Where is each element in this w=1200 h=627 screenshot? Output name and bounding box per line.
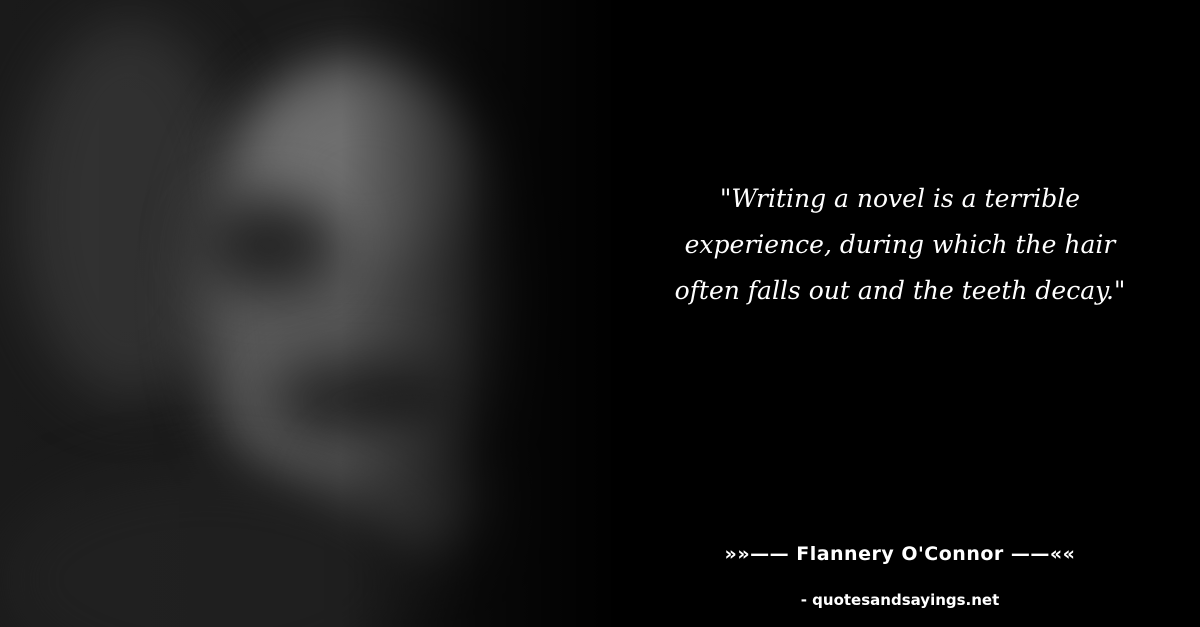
quote-text: "Writing a novel is a terrible experience, during which the hair often falls out and the teeth decay." [674,184,1126,305]
author-attribution: »»—— Flannery O'Connor ——«« [724,543,1076,565]
source-site: - quotesandsayings.net [800,591,1000,609]
